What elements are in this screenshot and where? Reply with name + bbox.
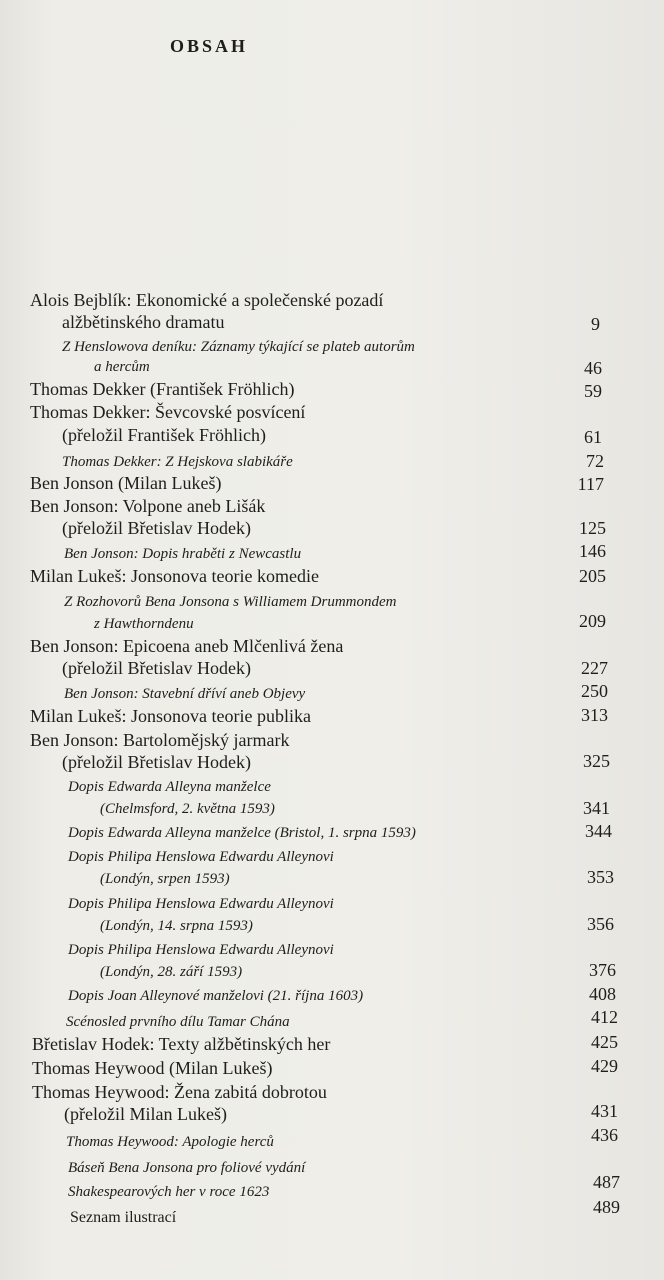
toc-line: Thomas Dekker: Z Hejskova slabikáře	[62, 454, 293, 470]
toc-page-number: 344	[585, 821, 612, 841]
toc-line: (Londýn, 14. srpna 1593)	[100, 918, 253, 934]
toc-line: Dopis Edwarda Alleyna manželce	[68, 779, 271, 795]
toc-page-number: 61	[584, 427, 602, 447]
toc-page-number: 46	[584, 358, 602, 378]
toc-page-number: 429	[591, 1056, 618, 1076]
toc-line: Dopis Philipa Henslowa Edwardu Alleynovi	[68, 849, 334, 865]
toc-line: Ben Jonson: Volpone aneb Lišák	[30, 496, 266, 516]
toc-line: (Londýn, 28. září 1593)	[100, 964, 243, 980]
toc-page-number: 325	[583, 751, 610, 771]
toc-page-number: 489	[593, 1197, 620, 1217]
toc-line: Ben Jonson: Bartolomějský jarmark	[30, 730, 290, 750]
toc-page-number: 205	[579, 566, 606, 586]
toc-line: Alois Bejblík: Ekonomické a společenské pozadí	[30, 290, 384, 310]
toc-line: Ben Jonson: Dopis hraběti z Newcastlu	[64, 546, 302, 562]
toc-line: (přeložil Milan Lukeš)	[64, 1104, 227, 1124]
toc-page-number: 356	[587, 914, 614, 934]
toc-line: alžbětinského dramatu	[62, 312, 225, 332]
toc-line: Thomas Dekker (František Fröhlich)	[30, 379, 295, 399]
toc-line: (přeložil Břetislav Hodek)	[62, 752, 251, 772]
toc-page-number: 313	[581, 705, 608, 725]
toc-line: Dopis Philipa Henslowa Edwardu Alleynovi	[68, 896, 334, 912]
toc-page-number: 487	[593, 1172, 620, 1192]
toc-page-number: 412	[591, 1007, 618, 1027]
toc-line: Ben Jonson: Stavební dříví aneb Objevy	[64, 686, 306, 702]
toc-page-number: 425	[591, 1032, 618, 1052]
toc-line: Dopis Joan Alleynové manželovi (21. října 1603)	[68, 988, 364, 1004]
toc-line: Thomas Heywood (Milan Lukeš)	[32, 1058, 273, 1078]
toc-line: Thomas Heywood: Žena zabitá dobrotou	[32, 1082, 327, 1102]
toc-page-number: 250	[581, 681, 608, 701]
toc-line: Z Rozhovorů Bena Jonsona s Williamem Drummondem	[64, 594, 397, 610]
toc-page-number: 353	[587, 867, 614, 887]
toc-line: Shakespearových her v roce 1623	[68, 1184, 270, 1200]
toc-line: Scénosled prvního dílu Tamar Chána	[66, 1014, 290, 1030]
toc-line: (přeložil Břetislav Hodek)	[62, 658, 251, 678]
toc-line: z Hawthorndenu	[94, 616, 194, 632]
toc-line: Dopis Philipa Henslowa Edwardu Alleynovi	[68, 942, 334, 958]
toc-page-number: 436	[591, 1125, 618, 1145]
toc-line: Thomas Heywood: Apologie herců	[66, 1134, 274, 1150]
toc-line: Milan Lukeš: Jonsonova teorie komedie	[30, 566, 319, 586]
toc-line: Báseň Bena Jonsona pro foliové vydání	[68, 1160, 306, 1176]
toc-line: Břetislav Hodek: Texty alžbětinských her	[32, 1034, 331, 1054]
toc-line: (Londýn, srpen 1593)	[100, 871, 230, 887]
toc-line: (přeložil František Fröhlich)	[62, 425, 266, 445]
toc-page-number: 59	[584, 381, 602, 401]
toc-page-number: 125	[579, 518, 606, 538]
toc-page-number: 117	[577, 474, 604, 494]
toc-page-number: 146	[579, 541, 606, 561]
toc-line: Dopis Edwarda Alleyna manželce (Bristol, 1. srpna 1593)	[68, 825, 416, 841]
toc-line: (přeložil Břetislav Hodek)	[62, 518, 251, 538]
toc-page-number: 227	[581, 658, 608, 678]
toc-page-number: 431	[591, 1101, 618, 1121]
toc-line: Milan Lukeš: Jonsonova teorie publika	[30, 706, 311, 726]
toc-line: a hercům	[94, 359, 150, 375]
toc-page-number: 72	[586, 451, 604, 471]
toc-line: Ben Jonson (Milan Lukeš)	[30, 473, 222, 493]
page-title: OBSAH	[170, 36, 249, 56]
toc-line: Ben Jonson: Epicoena aneb Mlčenlivá žena	[30, 636, 344, 656]
toc-page-number: 341	[583, 798, 610, 818]
toc-line: (Chelmsford, 2. května 1593)	[100, 801, 275, 817]
toc-page-number: 209	[579, 611, 606, 631]
toc-page-number: 376	[589, 960, 616, 980]
toc-line: Thomas Dekker: Ševcovské posvícení	[30, 402, 306, 422]
toc-page-number: 408	[589, 984, 616, 1004]
toc-line: Z Henslowova deníku: Záznamy týkající se plateb autorům	[62, 339, 415, 355]
toc-line: Seznam ilustrací	[70, 1209, 177, 1226]
toc-page-number: 9	[591, 314, 600, 334]
